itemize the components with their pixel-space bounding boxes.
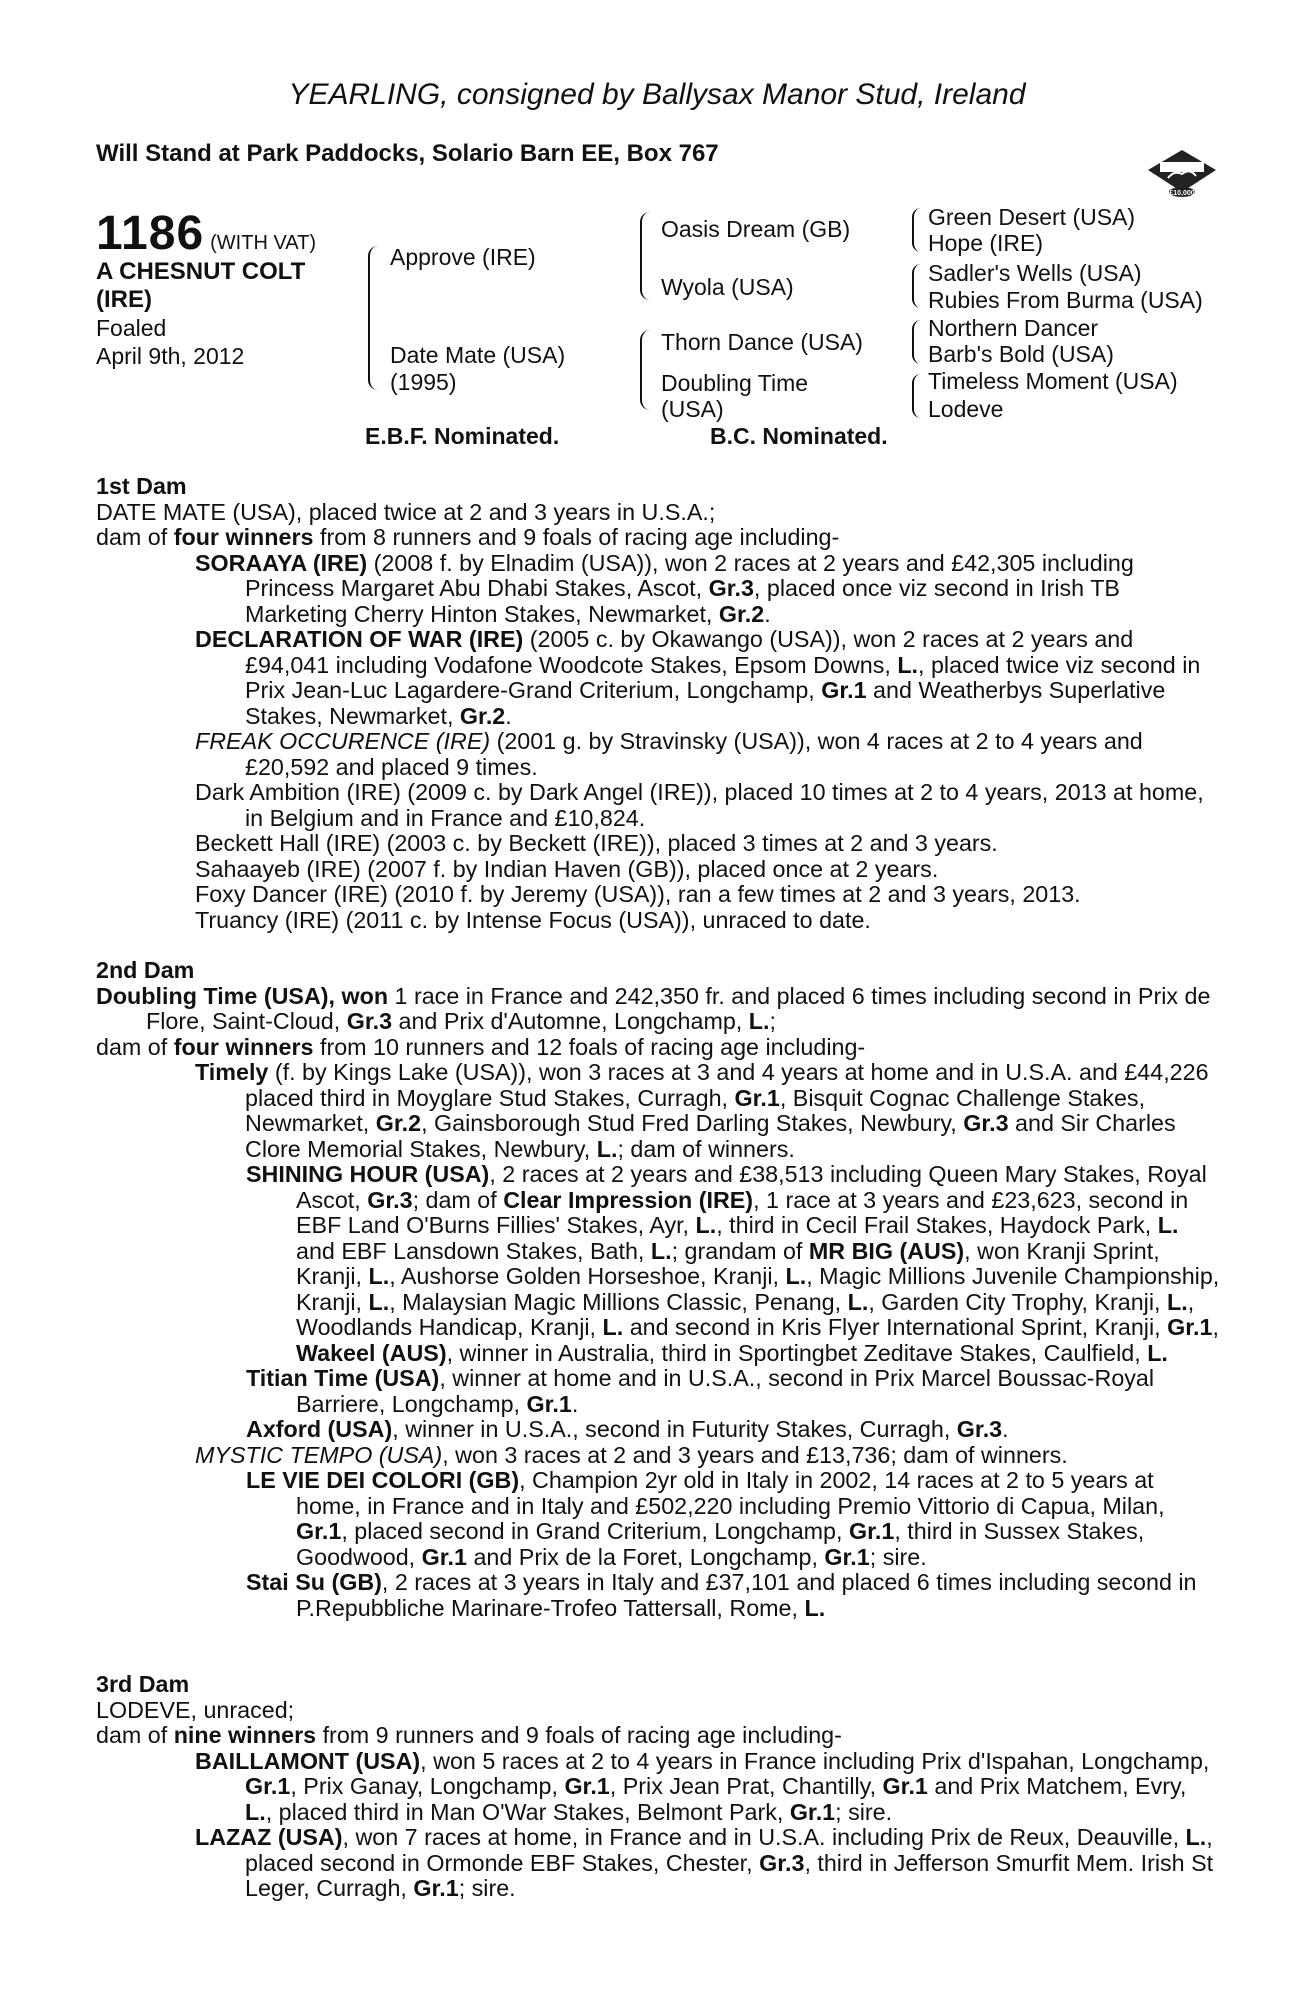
pedigree-dam-sire: Thorn Dance (USA): [661, 329, 863, 355]
pedigree-dds: Timeless Moment (USA): [928, 368, 1178, 394]
list-item: Titian Time (USA), winner at home and in U.S.A., second in Prix Marcel Boussac-Royal Barriere, Longchamp, Gr.1.: [246, 1365, 1155, 1417]
first-dam-section: [96, 474, 1220, 933]
list-item: MYSTIC TEMPO (USA), won 3 races at 2 and 3 years and £13,736; dam of winners.: [195, 1441, 1068, 1468]
list-item: SORAAYA (IRE) (2008 f. by Elnadim (USA)), won 2 races at 2 years and £42,305 including Princess Margaret Abu Dhabi Stakes, Ascot, Gr.3, placed once viz second in Irish TB Marketing Cherry Hinton Stakes, Newmarket, Gr.2.: [195, 549, 1134, 627]
list-item: Foxy Dancer (IRE) (2010 f. by Jeremy (USA)), ran a few times at 2 and 3 years, 2013.: [195, 881, 1081, 907]
foaled-label: Foaled: [96, 315, 167, 341]
pedigree-dam-dam-line2: (USA): [661, 396, 724, 422]
second-dam-produce-summary: dam of four winners from 10 runners and 12 foals of racing age including-: [96, 1033, 866, 1060]
pedigree-sds: Sadler's Wells (USA): [928, 260, 1142, 286]
list-item: Axford (USA), winner in U.S.A., second in Futurity Stakes, Curragh, Gr.3.: [246, 1416, 1009, 1442]
pedigree-brace-gen1: [368, 246, 378, 390]
second-dam-heading: 2nd Dam: [96, 957, 195, 983]
lot-description-line2: (IRE): [96, 286, 152, 313]
pedigree-dsd: Barb's Bold (USA): [928, 341, 1114, 367]
list-item: Sahaayeb (IRE) (2007 f. by Indian Haven (GB)), placed once at 2 years.: [195, 855, 939, 882]
second-dam-section: [96, 958, 1220, 1621]
bc-nominated: B.C. Nominated.: [710, 423, 888, 449]
pedigree-dam-line2: (1995): [390, 369, 457, 395]
list-item: DECLARATION OF WAR (IRE) (2005 c. by Okawango (USA)), won 2 races at 2 years and £94,041 including Vodafone Woodcote Stakes, Epsom Downs, L., placed twice viz second in Prix Jean-Luc Lagardere-Grand Criterium, Longchamp, Gr.1 and Weatherbys Superlative Stakes, Newmarket, Gr.2.: [195, 626, 1201, 729]
lot-number: 1186: [96, 207, 205, 260]
list-item: BAILLAMONT (USA), won 5 races at 2 to 4 years in France including Prix d'Ispahan, Longchamp, Gr.1, Prix Ganay, Longchamp, Gr.1, Prix Jean Prat, Chantilly, Gr.1 and Prix Matchem, Evry, L., placed third in Man O'War Stakes, Belmont Park, Gr.1; sire.: [195, 1747, 1210, 1825]
list-item: FREAK OCCURENCE (IRE) (2001 g. by Stravinsky (USA)), won 4 races at 2 to 4 years and £20,592 and placed 9 times.: [195, 728, 1143, 780]
foaled-info: [96, 314, 244, 370]
lot-description: [96, 258, 305, 314]
pedigree-brace-dam: [640, 330, 650, 410]
list-item: Stai Su (GB), 2 races at 3 years in Italy and £37,101 and placed 6 times including second in P.Repubbliche Marinare-Trofeo Tattersall, Rome, L.: [246, 1569, 1197, 1621]
lot-description-line1: A CHESNUT COLT: [96, 258, 306, 285]
list-item: SHINING HOUR (USA), 2 races at 2 years and £38,513 including Queen Mary Stakes, Royal Ascot, Gr.3; dam of Clear Impression (IRE), 1 race at 3 years and £23,623, second in EBF Land O'Burns Fillies' Stakes, Ayr, L., third in Cecil Frail Stakes, Haydock Park, L. and EBF Lansdown Stakes, Bath, L.; grandam of MR BIG (AUS), won Kranji Sprint, Kranji, L., Aushorse Golden Horseshoe, Kranji, L., Magic Millions Juvenile Championship, Kranji, L., Malaysian Magic Millions Classic, Penang, L., Garden City Trophy, Kranji, L., Woodlands Handicap, Kranji, L. and second in Kris Flyer International Sprint, Kranji, Gr.1, Wakeel (AUS), winner in Australia, third in Sportingbet Zeditave Stakes, Caulfield, L.: [246, 1161, 1220, 1366]
pedigree-brace-sd: [912, 264, 921, 308]
stand-location: Will Stand at Park Paddocks, Solario Barn EE, Box 767: [96, 140, 719, 167]
list-item: LAZAZ (USA), won 7 races at home, in France and in U.S.A. including Prix de Reux, Deauville, L., placed second in Ormonde EBF Stakes, Chester, Gr.3, third in Jefferson Smurfit Mem. Irish St Leger, Curragh, Gr.1; sire.: [195, 1824, 1214, 1901]
pedigree-ddd: Lodeve: [928, 396, 1004, 422]
pedigree-dss: Northern Dancer: [928, 315, 1099, 341]
pedigree-sire-dam: Wyola (USA): [661, 274, 794, 300]
page-title: YEARLING, consigned by Ballysax Manor Stud, Ireland: [288, 78, 1026, 111]
pedigree-sdd: Rubies From Burma (USA): [928, 287, 1203, 313]
pedigree-ssd: Hope (IRE): [928, 230, 1044, 256]
third-dam-heading: 3rd Dam: [96, 1671, 190, 1697]
badge-amount: £10,000: [1169, 190, 1195, 197]
second-dam-summary: Doubling Time (USA), won 1 race in France and 242,350 fr. and placed 6 times including second in Prix de Flore, Saint-Cloud, Gr.3 and Prix d'Automne, Longchamp, L.;: [96, 982, 1211, 1034]
list-item: Truancy (IRE) (2011 c. by Intense Focus (USA)), unraced to date.: [195, 906, 871, 933]
foaled-date: April 9th, 2012: [96, 343, 245, 369]
pedigree-sss: Green Desert (USA): [928, 204, 1136, 230]
pedigree-sire-sire: Oasis Dream (GB): [661, 216, 851, 242]
first-dam-produce-summary: dam of four winners from 8 runners and 9 foals of racing age including-: [96, 524, 840, 550]
list-item: LE VIE DEI COLORI (GB), Champion 2yr old in Italy in 2002, 14 races at 2 to 5 years at home, in France and in Italy and £502,220 including Premio Vittorio di Capua, Milan, Gr.1, placed second in Grand Criterium, Longchamp, Gr.1, third in Sussex Stakes, Goodwood, Gr.1 and Prix de la Foret, Longchamp, Gr.1; sire.: [246, 1467, 1165, 1570]
pedigree-dam-dam-line1: Doubling Time: [661, 370, 809, 396]
vat-note: (WITH VAT): [210, 232, 317, 254]
pedigree-sire: Approve (IRE): [390, 244, 536, 270]
third-dam-summary: LODEVE, unraced;: [96, 1696, 295, 1723]
lot-number-block: [96, 206, 316, 261]
pedigree-dam-line1: Date Mate (USA): [390, 342, 566, 368]
pedigree-brace-ss: [912, 208, 921, 252]
list-item: Dark Ambition (IRE) (2009 c. by Dark Angel (IRE)), placed 10 times at 2 to 4 years, 2013 at home, in Belgium and in France and £10,824.: [195, 779, 1204, 831]
yearling-bonus-badge-icon: [1146, 148, 1218, 200]
third-dam-produce-summary: dam of nine winners from 9 runners and 9 foals of racing age including-: [96, 1722, 842, 1748]
pedigree-brace-dd: [912, 374, 921, 418]
list-item: Beckett Hall (IRE) (2003 c. by Beckett (IRE)), placed 3 times at 2 and 3 years.: [195, 830, 998, 856]
list-item: Timely (f. by Kings Lake (USA)), won 3 races at 3 and 4 years at home and in U.S.A. and £44,226 placed third in Moyglare Stud Stakes, Curragh, Gr.1, Bisquit Cognac Challenge Stakes, Newmarket, Gr.2, Gainsborough Stud Fred Darling Stakes, Newbury, Gr.3 and Sir Charles Clore Memorial Stakes, Newbury, L.; dam of winners.: [195, 1059, 1209, 1162]
first-dam-heading: 1st Dam: [96, 473, 187, 499]
third-dam-section: [96, 1672, 1220, 1902]
pedigree-brace-sire: [640, 212, 650, 300]
first-dam-summary: DATE MATE (USA), placed twice at 2 and 3 years in U.S.A.;: [96, 498, 716, 525]
ebf-nominated: E.B.F. Nominated.: [365, 423, 560, 449]
pedigree-brace-ds: [912, 320, 921, 364]
